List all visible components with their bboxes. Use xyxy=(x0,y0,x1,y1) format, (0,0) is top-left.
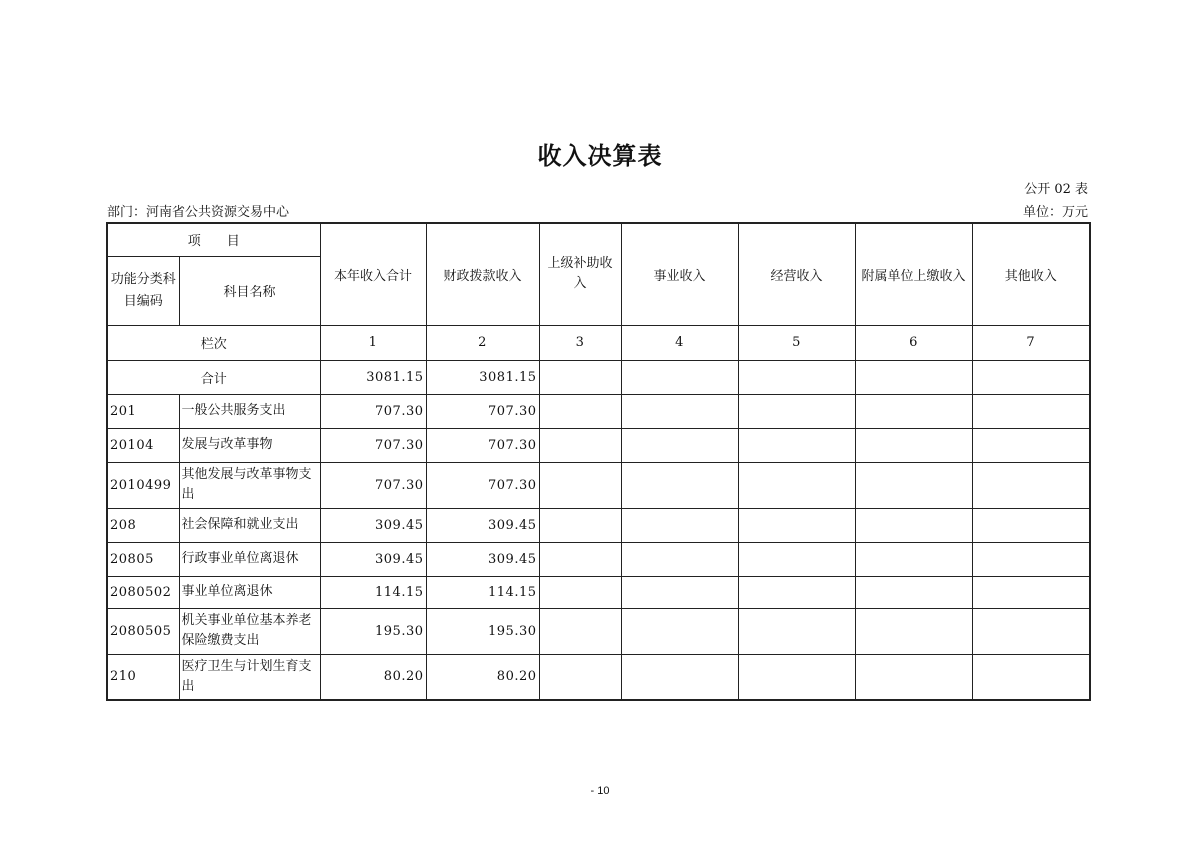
header-col-4: 事业收入 xyxy=(621,223,738,325)
row-code: 20805 xyxy=(107,542,179,576)
row-code: 210 xyxy=(107,654,179,700)
row-code: 208 xyxy=(107,508,179,542)
row-value-7 xyxy=(972,654,1090,700)
header-subject-name: 科目名称 xyxy=(179,256,320,325)
total-value-7 xyxy=(972,360,1090,394)
row-value-7 xyxy=(972,542,1090,576)
total-value-4 xyxy=(621,360,738,394)
row-value-3 xyxy=(539,394,621,428)
header-col-3: 上级补助收入 xyxy=(539,223,621,325)
row-value-7 xyxy=(972,576,1090,608)
row-name: 其他发展与改革事物支出 xyxy=(179,462,320,508)
row-value-4 xyxy=(621,542,738,576)
row-value-3 xyxy=(539,654,621,700)
row-name: 机关事业单位基本养老保险缴费支出 xyxy=(179,608,320,654)
row-value-4 xyxy=(621,576,738,608)
row-name: 行政事业单位离退休 xyxy=(179,542,320,576)
column-index-6: 6 xyxy=(855,325,972,360)
header-col-5: 经营收入 xyxy=(738,223,855,325)
row-value-5 xyxy=(738,428,855,462)
page-number: - 10 xyxy=(590,785,610,797)
table-row xyxy=(107,654,1090,700)
row-value-5 xyxy=(738,542,855,576)
row-value-1: 80.20 xyxy=(320,654,426,700)
column-index-5: 5 xyxy=(738,325,855,360)
row-value-3 xyxy=(539,508,621,542)
row-value-3 xyxy=(539,542,621,576)
total-value-6 xyxy=(855,360,972,394)
row-value-2: 707.30 xyxy=(426,394,539,428)
income-table xyxy=(106,222,1091,701)
row-value-2: 309.45 xyxy=(426,508,539,542)
row-value-6 xyxy=(855,542,972,576)
row-value-6 xyxy=(855,576,972,608)
row-value-1: 707.30 xyxy=(320,394,426,428)
row-value-4 xyxy=(621,462,738,508)
column-index-1: 1 xyxy=(320,325,426,360)
row-code: 2080505 xyxy=(107,608,179,654)
total-value-3 xyxy=(539,360,621,394)
column-index-label: 栏次 xyxy=(107,325,320,360)
row-code: 2010499 xyxy=(107,462,179,508)
row-name: 事业单位离退休 xyxy=(179,576,320,608)
unit-label: 单位：万元 xyxy=(1022,205,1088,220)
total-label: 合计 xyxy=(107,360,320,394)
table-row xyxy=(107,608,1090,654)
row-name: 发展与改革事物 xyxy=(179,428,320,462)
row-value-2: 114.15 xyxy=(426,576,539,608)
row-value-4 xyxy=(621,394,738,428)
total-value-1: 3081.15 xyxy=(320,360,426,394)
row-value-7 xyxy=(972,428,1090,462)
header-item: 项 目 xyxy=(107,223,320,256)
row-code: 20104 xyxy=(107,428,179,462)
row-name: 社会保障和就业支出 xyxy=(179,508,320,542)
row-value-7 xyxy=(972,608,1090,654)
row-value-1: 195.30 xyxy=(320,608,426,654)
table-row xyxy=(107,508,1090,542)
row-value-5 xyxy=(738,462,855,508)
row-value-6 xyxy=(855,462,972,508)
table-row xyxy=(107,394,1090,428)
row-value-3 xyxy=(539,608,621,654)
row-value-3 xyxy=(539,576,621,608)
row-value-1: 707.30 xyxy=(320,462,426,508)
column-index-2: 2 xyxy=(426,325,539,360)
table-row xyxy=(107,542,1090,576)
row-value-2: 195.30 xyxy=(426,608,539,654)
total-value-5 xyxy=(738,360,855,394)
row-value-4 xyxy=(621,654,738,700)
form-code: 公开 02 表 xyxy=(1024,182,1088,197)
row-value-7 xyxy=(972,508,1090,542)
column-index-3: 3 xyxy=(539,325,621,360)
row-value-1: 707.30 xyxy=(320,428,426,462)
column-index-4: 4 xyxy=(621,325,738,360)
table-row xyxy=(107,428,1090,462)
row-value-5 xyxy=(738,608,855,654)
row-value-7 xyxy=(972,394,1090,428)
header-col-7: 其他收入 xyxy=(972,223,1090,325)
row-value-6 xyxy=(855,508,972,542)
department-label: 部门：河南省公共资源交易中心 xyxy=(107,205,290,220)
header-col-1: 本年收入合计 xyxy=(320,223,426,325)
row-value-5 xyxy=(738,654,855,700)
row-value-1: 309.45 xyxy=(320,508,426,542)
row-value-6 xyxy=(855,608,972,654)
header-col-2: 财政拨款收入 xyxy=(426,223,539,325)
row-value-5 xyxy=(738,576,855,608)
table-row xyxy=(107,576,1090,608)
row-name: 医疗卫生与计划生育支出 xyxy=(179,654,320,700)
row-code: 2080502 xyxy=(107,576,179,608)
row-value-1: 309.45 xyxy=(320,542,426,576)
row-value-6 xyxy=(855,428,972,462)
row-value-7 xyxy=(972,462,1090,508)
row-value-5 xyxy=(738,508,855,542)
row-value-2: 309.45 xyxy=(426,542,539,576)
row-name: 一般公共服务支出 xyxy=(179,394,320,428)
row-code: 201 xyxy=(107,394,179,428)
row-value-4 xyxy=(621,608,738,654)
row-value-3 xyxy=(539,428,621,462)
row-value-6 xyxy=(855,394,972,428)
row-value-2: 707.30 xyxy=(426,462,539,508)
row-value-3 xyxy=(539,462,621,508)
row-value-4 xyxy=(621,428,738,462)
table-row xyxy=(107,462,1090,508)
page-title: 收入决算表 xyxy=(537,141,663,170)
header-col-6: 附属单位上缴收入 xyxy=(855,223,972,325)
row-value-2: 707.30 xyxy=(426,428,539,462)
row-value-5 xyxy=(738,394,855,428)
row-value-2: 80.20 xyxy=(426,654,539,700)
column-index-7: 7 xyxy=(972,325,1090,360)
row-value-6 xyxy=(855,654,972,700)
row-value-1: 114.15 xyxy=(320,576,426,608)
row-value-4 xyxy=(621,508,738,542)
total-value-2: 3081.15 xyxy=(426,360,539,394)
header-func-code: 功能分类科目编码 xyxy=(107,256,179,325)
